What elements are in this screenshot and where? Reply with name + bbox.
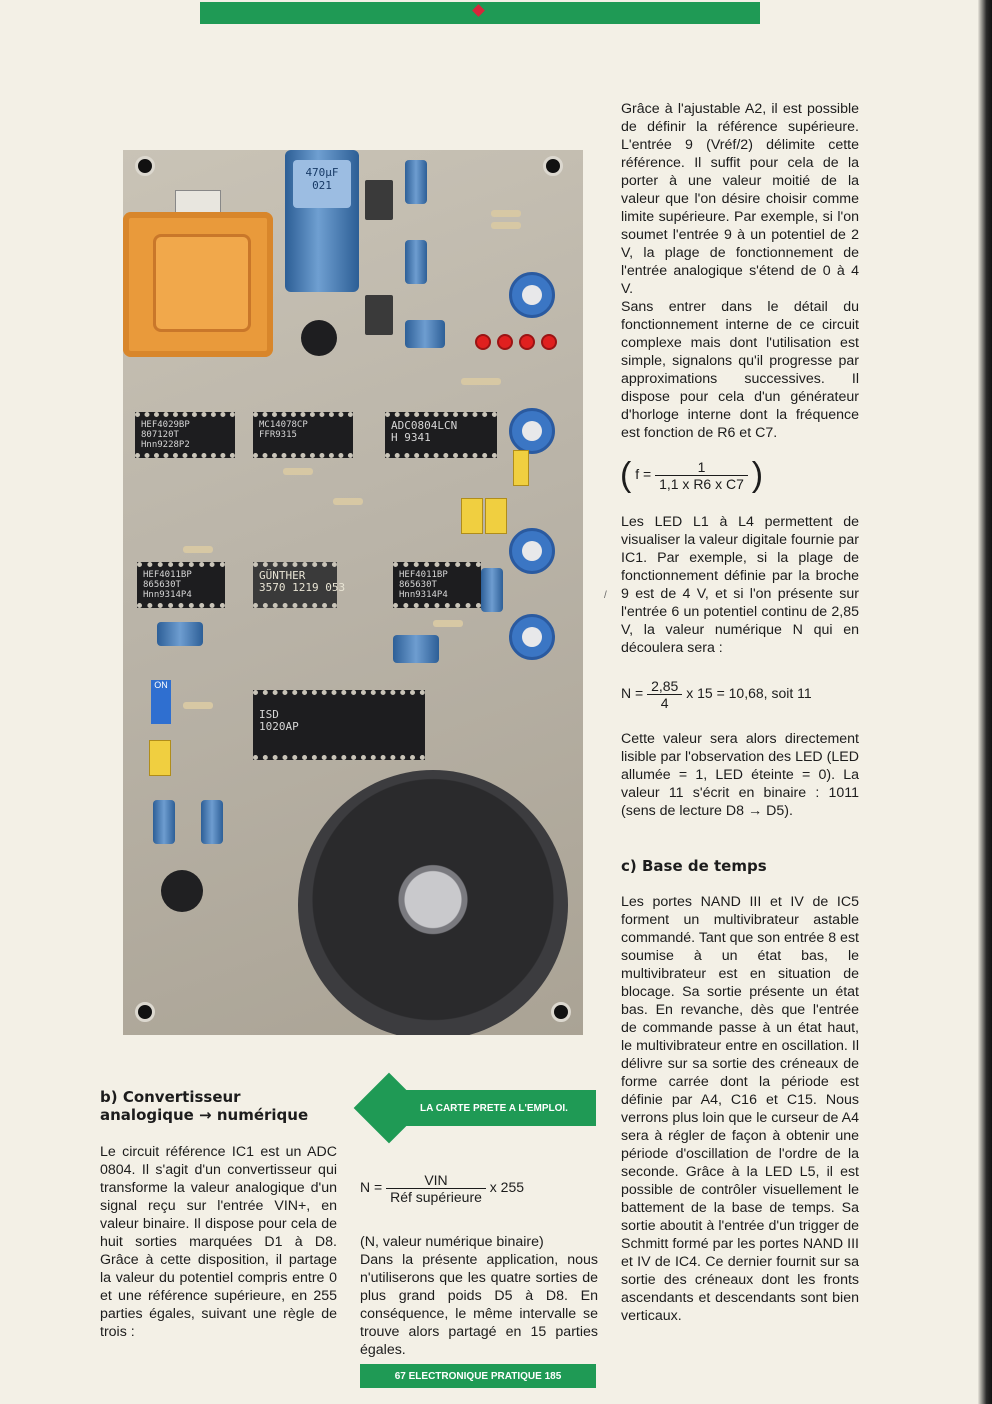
electrolytic-capacitor — [405, 320, 445, 348]
adc-formula: N = $\frac{\text{VIN}}{\text{Réf supérieure}}$ x 255 — [360, 1172, 525, 1205]
resistor — [491, 222, 521, 229]
page-footer: 67 ELECTRONIQUE PRATIQUE 185 — [360, 1364, 596, 1388]
electrolytic-capacitor — [405, 240, 427, 284]
n-example-formula: N = $\frac{2,85}{4}$ x 15 = 10,68, soit 11 — [621, 678, 812, 711]
trimmer-potentiometer — [509, 272, 555, 318]
margin-mark: / — [604, 590, 607, 601]
led-indicator — [519, 334, 535, 350]
left-column — [100, 1143, 337, 1341]
electrolytic-capacitor — [393, 635, 439, 663]
transformer — [123, 212, 273, 357]
resistor — [433, 620, 463, 627]
right-column-block-2 — [621, 513, 859, 657]
paragraph: (N, valeur numérique binaire) — [360, 1234, 544, 1250]
ic-hef4029: HEF4029BP 807120T Hnn9228P2 — [135, 412, 235, 458]
paragraph: Cette valeur sera alors directement lisible par l'observation des LED (LED allumée = 1, LED éteinte = 0). La valeur 11 s'écrit en binaire : 1011 (sens de lecture D8 → D5). — [621, 731, 859, 819]
ic-adc0804: ADC0804LCN H 9341 — [385, 412, 497, 458]
resistor — [461, 378, 501, 385]
photo-caption: LA CARTE PRETE A L'EMPLOI. — [390, 1090, 596, 1126]
right-column — [621, 100, 859, 442]
paragraph: Les LED L1 à L4 permettent de visualiser la valeur digitale fournie par IC1. Par exemple, si la plage de fonctionnement définie par la broche 9 est de 4 V, et si l'on présente sur l'entrée 6 un potentiel continu de 2,85 V, la valeur numérique N qui en découlera sera : — [621, 514, 859, 656]
voltage-regulator — [365, 180, 393, 220]
mounting-hole — [543, 156, 563, 176]
electrolytic-capacitor — [481, 568, 503, 612]
pcb-photo — [123, 150, 583, 1035]
mounting-hole — [551, 1002, 571, 1022]
ic-mc14078: MC14078CP FFR9315 — [253, 412, 353, 458]
resistor — [183, 702, 213, 709]
paragraph: Les portes NAND III et IV de IC5 forment un multivibrateur astable commandé. Tant que son entrée 8 est soumise à un état bas, le multivibrateur est en situation de blocage. Sa sortie présente un état bas. En revanche, dès que l'entrée de commande passe à un état haut, le multivibrateur entre en oscillation. Il délivre sur sa sortie des créneaux de forme carrée dont la période est définie par A4, C16 et C15. Nous verrons plus loin que le curseur de A4 sera à régler de façon à obtenir une période d'oscillation de l'ordre de la seconde. Grâce à la LED L5, il est possible de contrôler visuellement le battement de la base de temps. Sa sortie aboutit à l'entrée d'un trigger de Schmitt formé par les portes NAND III et IV de IC4. Ce dernier fournit sur sa sortie des créneaux dont les fronts ascendants et descendants sont bien verticaux. — [621, 894, 859, 1324]
ic-hef4011-left: HEF4011BP 865630T Hnn9314P4 — [137, 562, 225, 608]
film-capacitor — [149, 740, 171, 776]
resistor — [333, 498, 363, 505]
electrolytic-capacitor — [157, 622, 203, 646]
voltage-regulator — [365, 295, 393, 335]
ic-hef4011-right: HEF4011BP 865630T Hnn9314P4 — [393, 562, 481, 608]
bridge-rectifier — [301, 320, 337, 356]
microphone — [161, 870, 203, 912]
right-column-block-3 — [621, 730, 859, 820]
loudspeaker — [298, 770, 568, 1035]
dip-switch: ON — [151, 680, 171, 724]
relay-gunther: GÜNTHER 3570 1219 053 — [253, 562, 337, 608]
mounting-hole — [135, 156, 155, 176]
frequency-formula: ( f = $\frac{1}{\text{1,1 x R6 x C7}}$ ) — [620, 456, 764, 494]
ic-isd1020: ISD 1020AP — [253, 690, 425, 760]
paragraph: Le circuit référence IC1 est un ADC 0804. Il s'agit d'un convertisseur qui transforme la valeur analogique d'un signal reçu sur l'entrée VIN+, en valeur binaire. Il dispose pour cela de huit sorties marquées D1 à D8. Grâce à cette disposition, il partage la valeur du potentiel compris entre 0 et une référence supérieure, en 255 parties égales, suivant une règle de trois : — [100, 1144, 337, 1340]
electrolytic-capacitor — [405, 160, 427, 204]
paragraph: Sans entrer dans le détail du fonctionnement interne de ce circuit complexe mais dont l'utilisation est simple, signalons qu'il progresse par approximations successives. Il dispose pour cela d'un générateur d'horloge interne dont la fréquence est fonction de R6 et C7. — [621, 299, 859, 441]
resistor — [283, 468, 313, 475]
trimmer-potentiometer — [509, 408, 555, 454]
filter-capacitor: 470µF 021 — [285, 150, 359, 292]
film-capacitor — [461, 498, 483, 534]
led-indicator — [541, 334, 557, 350]
electrolytic-capacitor — [153, 800, 175, 844]
right-column-block-4 — [621, 893, 859, 1325]
trimmer-potentiometer — [509, 614, 555, 660]
section-heading-b: b) Convertisseur analogique → numérique — [100, 1088, 309, 1124]
paragraph: Dans la présente application, nous n'utiliserons que les quatre sorties de plus grand poids D5 à D8. En conséquence, le même intervalle se trouve alors partagé en 15 parties égales. — [360, 1252, 598, 1358]
page-edge-shadow — [978, 0, 992, 1404]
mounting-hole — [135, 1002, 155, 1022]
section-heading-c: c) Base de temps — [621, 857, 767, 875]
led-indicator — [497, 334, 513, 350]
middle-column — [360, 1233, 598, 1359]
led-indicator — [475, 334, 491, 350]
paragraph: Grâce à l'ajustable A2, il est possible de définir la référence supérieure. L'entrée 9 (Vréf/2) délimite cette référence. Il suffit pour cela de la porter à une valeur moitié de la valeur que l'on désire choisir comme limite supérieure. Par exemple, si l'on soumet l'entrée 9 à un potentiel de 2 V, la plage de fonctionnement de l'entrée analogique s'étend de 0 à 4 V. — [621, 101, 859, 297]
film-capacitor — [485, 498, 507, 534]
trimmer-potentiometer — [509, 528, 555, 574]
electrolytic-capacitor — [201, 800, 223, 844]
resistor — [183, 546, 213, 553]
resistor — [491, 210, 521, 217]
film-capacitor — [513, 450, 529, 486]
